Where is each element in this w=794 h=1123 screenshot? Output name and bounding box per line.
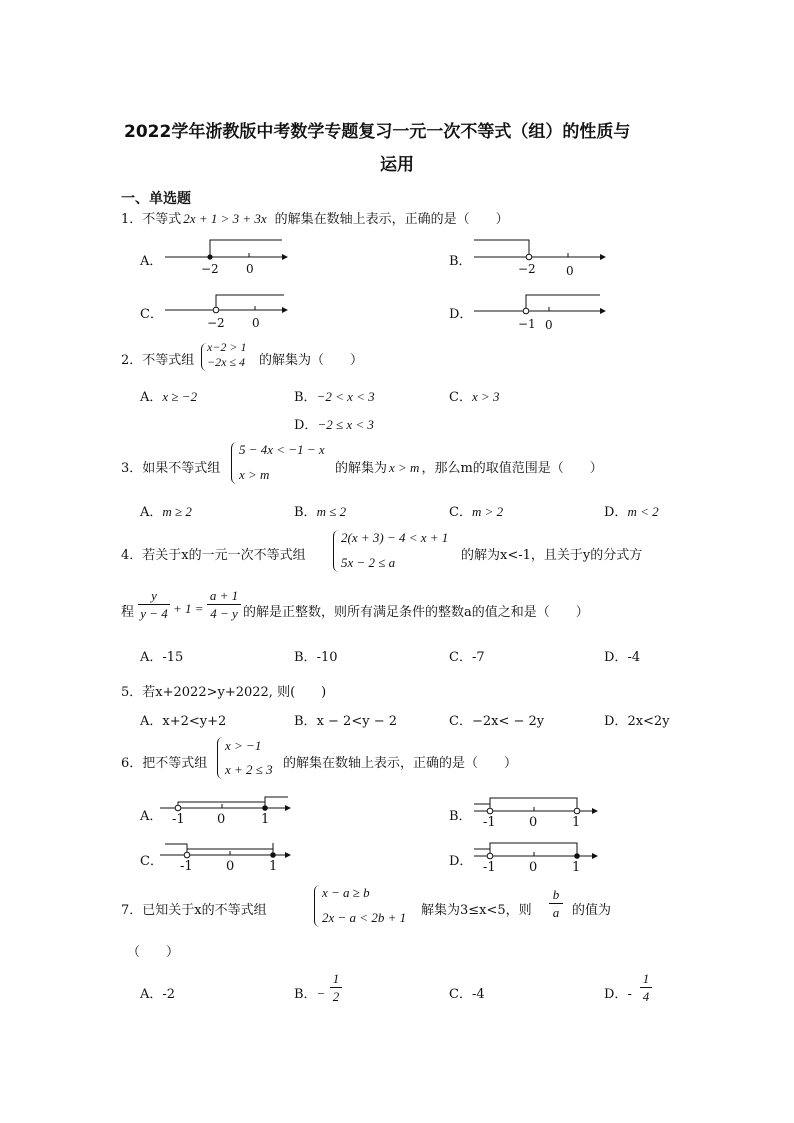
q2-inequality-1: x−2 > 1 bbox=[207, 340, 247, 354]
q1-option-c-label[interactable]: C． bbox=[140, 307, 163, 322]
question-5: 5．若x+2022>y+2022, 则( ) bbox=[121, 685, 327, 700]
q3-option-c[interactable]: C．m > 2 bbox=[449, 504, 504, 520]
q4-fraction-1: y y − 4 bbox=[138, 588, 170, 621]
q2-inequality-2: −2x ≤ 4 bbox=[207, 355, 246, 369]
q4-inequality-2: 5x − 2 ≤ a bbox=[341, 555, 396, 570]
page-title: 2022学年浙教版中考数学专题复习一元一次不等式（组）的性质与 bbox=[124, 122, 631, 142]
q4-option-b[interactable]: B．-10 bbox=[294, 650, 338, 665]
q4-text-pre2: 程 bbox=[121, 605, 135, 620]
q1-d-tick-label: 0 bbox=[545, 318, 553, 332]
q2-text-post: 的解集为（ ） bbox=[259, 353, 364, 368]
q7-inequality-1: x − a ≥ b bbox=[322, 885, 370, 900]
q3-option-b[interactable]: B．m ≤ 2 bbox=[294, 504, 347, 520]
q1-number: 1． bbox=[121, 212, 143, 227]
q6-a-tick-label: 0 bbox=[217, 812, 226, 827]
q1-d-tick-label: −1 bbox=[518, 317, 536, 331]
q6-option-a-label[interactable]: A． bbox=[140, 809, 163, 824]
q4-plus-one: + 1 = bbox=[173, 601, 204, 616]
q7-option-b-fraction: 1 2 bbox=[330, 971, 342, 1004]
q1-a-tick-label: 0 bbox=[246, 262, 254, 276]
q1-expression: 2x + 1 > 3 + 3x bbox=[183, 211, 267, 226]
q2-option-b[interactable]: B．−2 < x < 3 bbox=[294, 389, 375, 405]
q2-option-c[interactable]: C．x > 3 bbox=[449, 389, 500, 405]
q1-option-d-label[interactable]: D． bbox=[449, 307, 473, 322]
q1-text-post: 的解集在数轴上表示，正确的是（ ） bbox=[274, 212, 509, 227]
q6-a-tick-label: -1 bbox=[172, 812, 185, 827]
q7-option-a[interactable]: A．-2 bbox=[140, 987, 176, 1002]
q3-inequality-1: 5 − 4x < −1 − x bbox=[239, 442, 325, 457]
q7-option-b[interactable]: B．− bbox=[294, 986, 326, 1002]
q7-brace bbox=[314, 885, 321, 927]
q6-text-post: 的解集在数轴上表示，正确的是（ ） bbox=[283, 756, 518, 771]
q5-option-d[interactable]: D．2x<2y bbox=[604, 714, 670, 729]
q4-text-post2: 的解是正整数，则所有满足条件的整数a的值之和是（ ） bbox=[243, 605, 589, 620]
q6-b-tick-label: 0 bbox=[529, 815, 538, 830]
q1-c-tick-label: −2 bbox=[207, 316, 225, 330]
q3-number: 3． bbox=[121, 461, 143, 476]
q6-inequality-2: x + 2 ≤ 3 bbox=[225, 762, 273, 777]
q4-text-post: 的解为x<-1，且关于y的分式方 bbox=[461, 548, 643, 563]
page-title-line2: 运用 bbox=[380, 155, 414, 175]
q3-inequality-2: x > m bbox=[239, 467, 270, 482]
q1-a-tick-label: −2 bbox=[201, 262, 219, 276]
q1-c-tick-label: 0 bbox=[252, 316, 260, 330]
q5-option-c[interactable]: C．−2x< − 2y bbox=[449, 714, 545, 729]
q7-inequality-2: 2x − a < 2b + 1 bbox=[322, 910, 407, 925]
q2-option-a[interactable]: A．x ≥ −2 bbox=[140, 389, 198, 405]
q7-fraction-b-over-a: b a bbox=[549, 887, 563, 920]
q4-number: 4． bbox=[121, 548, 143, 563]
q6-number-line-a bbox=[160, 797, 291, 811]
q1-b-tick-label: 0 bbox=[566, 264, 574, 278]
q2-text-pre: 不等式组 bbox=[142, 353, 195, 368]
q7-answer-paren: （ ） bbox=[127, 945, 180, 960]
q6-number-line-b bbox=[474, 798, 598, 814]
q6-number-line-d bbox=[474, 843, 598, 859]
q1-option-a-label[interactable]: A． bbox=[140, 254, 163, 269]
q6-c-tick-label: 1 bbox=[269, 859, 278, 874]
q4-text-pre: 若关于x的一元一次不等式组 bbox=[142, 548, 306, 563]
q3-text-pre: 如果不等式组 bbox=[142, 461, 221, 476]
q5-option-a[interactable]: A．x+2<y+2 bbox=[140, 714, 227, 729]
q6-number-line-c bbox=[160, 843, 291, 858]
q6-option-c-label[interactable]: C． bbox=[140, 854, 163, 869]
q6-c-tick-label: -1 bbox=[180, 859, 193, 874]
q4-option-a[interactable]: A．-15 bbox=[140, 650, 184, 665]
q1-option-b-label[interactable]: B． bbox=[449, 254, 472, 269]
q7-option-c[interactable]: C．-4 bbox=[449, 987, 485, 1002]
q3-option-d[interactable]: D．m < 2 bbox=[604, 504, 659, 520]
q2-option-d[interactable]: D．−2 ≤ x < 3 bbox=[294, 417, 374, 433]
q6-number: 6． bbox=[121, 756, 143, 771]
q6-b-tick-label: 1 bbox=[572, 815, 581, 830]
q7-option-d[interactable]: D．- bbox=[604, 987, 632, 1002]
q1-b-tick-label: −2 bbox=[518, 262, 536, 276]
q4-option-c[interactable]: C．-7 bbox=[449, 650, 485, 665]
q3-option-a[interactable]: A．m ≥ 2 bbox=[140, 504, 192, 520]
q6-text-pre: 把不等式组 bbox=[142, 756, 208, 771]
q7-number-and-pre bbox=[121, 899, 267, 918]
section-heading: 一、单选题 bbox=[121, 191, 191, 207]
q7-text-post2: 的值为 bbox=[572, 903, 612, 918]
q6-d-tick-label: -1 bbox=[483, 860, 496, 875]
q4-fraction-2: a + 1 4 − y bbox=[207, 588, 241, 621]
q2-number: 2． bbox=[121, 353, 143, 368]
q4-option-d[interactable]: D．-4 bbox=[604, 650, 641, 665]
q7-option-d-fraction: 1 4 bbox=[640, 971, 652, 1004]
q7-text-pre: 已知关于x的不等式组 bbox=[142, 903, 267, 918]
q6-option-d-label[interactable]: D． bbox=[449, 854, 473, 869]
q6-d-tick-label: 1 bbox=[572, 860, 581, 875]
q6-a-tick-label: 1 bbox=[261, 812, 270, 827]
q6-b-tick-label: -1 bbox=[483, 815, 496, 830]
q3-text-mid: 的解集为 x > m ，那么m的取值范围是（ ） bbox=[335, 460, 603, 476]
q7-text-post: 解集为3≤x<5，则 bbox=[421, 903, 532, 918]
q6-d-tick-label: 0 bbox=[529, 860, 538, 875]
q6-option-b-label[interactable]: B． bbox=[449, 809, 472, 824]
q7-number: 7． bbox=[121, 903, 143, 918]
q6-inequality-1: x > −1 bbox=[225, 738, 262, 753]
q5-option-b[interactable]: B．x − 2<y − 2 bbox=[294, 714, 397, 729]
q6-c-tick-label: 0 bbox=[226, 859, 235, 874]
q4-inequality-1: 2(x + 3) − 4 < x + 1 bbox=[341, 530, 449, 545]
q1-text-pre: 不等式 bbox=[142, 212, 182, 227]
